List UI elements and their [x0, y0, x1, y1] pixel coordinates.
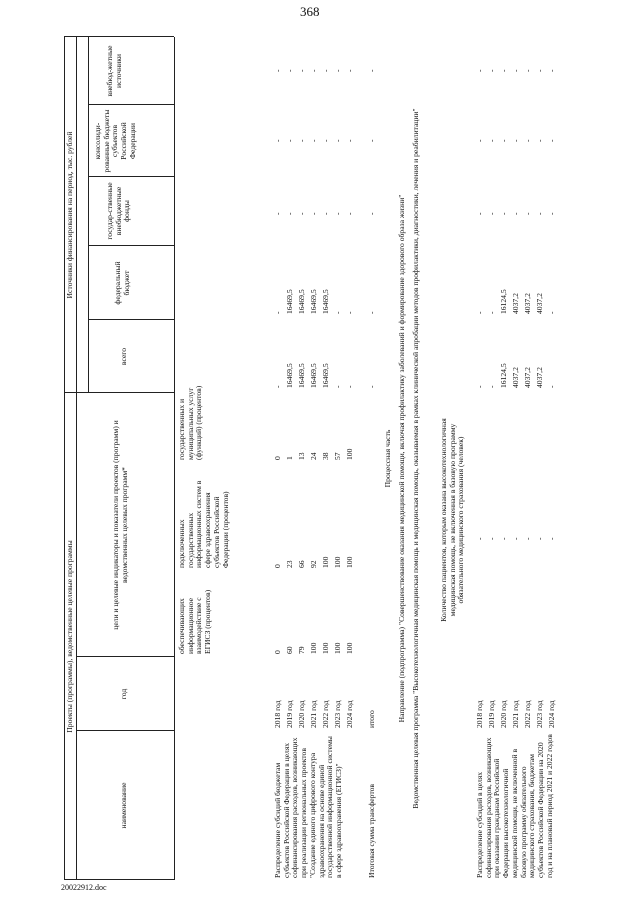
b2-extra: -: [547, 69, 556, 72]
section-title: Процессная часть: [383, 429, 392, 488]
indicator-2-label: подключенных государственных информационных систем в сфере здравоохранения субъектов Российской Федерации (процентов): [177, 480, 230, 568]
b1-ind1: 100: [321, 642, 330, 654]
b1-regional: -: [321, 139, 330, 142]
b2-extra: -: [475, 69, 484, 72]
document-footer: 20022912.doc: [61, 883, 107, 892]
totals-name: Итоговая сумма трансфертов: [367, 784, 376, 878]
b1-extra: -: [333, 69, 342, 72]
b1-year: 2023 год: [333, 700, 342, 728]
header-divider: [76, 37, 77, 880]
b1-regional: -: [333, 139, 342, 142]
col-border-8: [64, 36, 174, 37]
totals-total: -: [367, 385, 376, 388]
b2-state-funds: -: [511, 212, 520, 215]
b2-extra: -: [499, 69, 508, 72]
b2-regional: -: [475, 139, 484, 142]
b2-state-funds: -: [535, 212, 544, 215]
header-regional: консолиди-рованные бюджеты субъектов Российской Федерации: [93, 109, 137, 173]
b1-ind2: 100: [345, 556, 354, 568]
rotated-table-page: [62, 37, 572, 880]
b1-ind2: 23: [285, 560, 294, 568]
b1-state-funds: -: [309, 212, 318, 215]
b2-year: 2020 год: [499, 700, 508, 728]
b2-federal: 4037,2: [523, 293, 532, 314]
b1-extra: -: [297, 69, 306, 72]
b2-value: -: [535, 537, 544, 540]
col-border-4: [88, 319, 174, 320]
b2-year: 2021 год: [511, 700, 520, 728]
b2-value: -: [523, 537, 532, 540]
b1-federal: 16469,5: [297, 289, 306, 314]
col-border-0: [64, 879, 174, 880]
b2-total: 4037,2: [511, 367, 520, 388]
b1-ind2: 92: [309, 560, 318, 568]
b1-year: 2024 год: [345, 700, 354, 728]
b2-regional: -: [511, 139, 520, 142]
b1-ind1: 60: [285, 646, 294, 654]
b1-extra: -: [285, 69, 294, 72]
b2-total: 4037,2: [523, 367, 532, 388]
b2-state-funds: -: [499, 212, 508, 215]
b2-total: 4037,2: [535, 367, 544, 388]
b2-extra: -: [487, 69, 496, 72]
b1-state-funds: -: [285, 212, 294, 215]
col-border-3: [64, 392, 174, 393]
b2-state-funds: -: [523, 212, 532, 215]
b1-year: 2019 год: [285, 700, 294, 728]
b2-regional: -: [499, 139, 508, 142]
b1-regional: -: [345, 139, 354, 142]
b1-total: -: [273, 385, 282, 388]
header-funding: Источники финансирования на период, тыс. рублей: [65, 131, 74, 299]
b1-ind1: 0: [273, 650, 282, 654]
b1-extra: -: [273, 69, 282, 72]
b1-total: -: [345, 385, 354, 388]
b2-federal: 16124,5: [499, 289, 508, 314]
header-federal: федеральный бюджет: [113, 261, 131, 305]
b1-ind3: 1: [285, 456, 294, 460]
header-extra: внебюд-жетные источники: [105, 45, 123, 97]
b1-federal: 16469,5: [285, 289, 294, 314]
b2-extra: -: [535, 69, 544, 72]
b1-extra: -: [321, 69, 330, 72]
b2-value: -: [511, 537, 520, 540]
b1-state-funds: -: [345, 212, 354, 215]
header-name: наименование: [119, 782, 128, 829]
b2-state-funds: -: [547, 212, 556, 215]
b2-regional: -: [535, 139, 544, 142]
b1-total: -: [333, 385, 342, 388]
b2-year: 2019 год: [487, 700, 496, 728]
header-state-funds: государ-ственные внебюджетные фонды: [105, 182, 132, 240]
b1-state-funds: -: [321, 212, 330, 215]
b1-regional: -: [285, 139, 294, 142]
indicator-3-label: государственных и муниципальных услуг (функций) (процентов): [177, 385, 204, 460]
vcp-title: Ведомственная целевая программа "Высокотехнологичная медицинская помощь и медицинская помощь, оказываемая в рамках клинической апробации методов профилактики, диагностики, лечения и реабилитации": [411, 108, 420, 809]
b1-ind1: 100: [345, 642, 354, 654]
b2-total: 16124,5: [499, 363, 508, 388]
b1-extra: -: [345, 69, 354, 72]
col-border-6: [88, 176, 174, 177]
b2-extra: -: [511, 69, 520, 72]
block2-name: Распределение субсидий в целях софинансирования расходов, возникающих при оказании гражданам Российской Федерации высокотехнологичной медицинской помощи, не включенной в базовую программу обязательного медицинского страхования, бюджетам субъектов Российской Федерации на 2020 год и на плановый период 2021 и 2022 годов: [475, 734, 554, 878]
b1-federal: -: [345, 311, 354, 314]
col-border-5: [88, 245, 174, 246]
b2-federal: 4037,2: [535, 293, 544, 314]
b1-federal: 16469,5: [321, 289, 330, 314]
totals-regional: -: [367, 139, 376, 142]
b1-total: 16469,5: [285, 363, 294, 388]
b1-total: 16469,5: [321, 363, 330, 388]
b1-state-funds: -: [333, 212, 342, 215]
b1-federal: 16469,5: [309, 289, 318, 314]
b1-state-funds: -: [297, 212, 306, 215]
b2-value: -: [499, 537, 508, 540]
b1-year: 2022 год: [321, 700, 330, 728]
b1-ind3: 13: [297, 452, 306, 460]
b2-year: 2022 год: [523, 700, 532, 728]
b1-regional: -: [297, 139, 306, 142]
header-total: всего: [119, 347, 128, 366]
b2-year: 2018 год: [475, 700, 484, 728]
col-border-7: [88, 104, 174, 105]
b1-ind3: 100: [345, 448, 354, 460]
b2-federal: -: [487, 311, 496, 314]
indicator-2-title: Количество пациентов, которым оказана высокотехнологичная медицинская помощь, не включенная в базовую программу обязательного медицинского страхования (человек): [439, 418, 466, 622]
totals-federal: -: [367, 311, 376, 314]
b2-total: -: [487, 385, 496, 388]
b2-federal: -: [475, 311, 484, 314]
b2-regional: -: [547, 139, 556, 142]
b1-year: 2018 год: [273, 700, 282, 728]
totals-year: итого: [367, 710, 376, 728]
b2-state-funds: -: [487, 212, 496, 215]
b1-ind3: 24: [309, 452, 318, 460]
header-year: год: [119, 688, 128, 700]
b1-total: 16469,5: [297, 363, 306, 388]
b1-extra: -: [309, 69, 318, 72]
b2-regional: -: [487, 139, 496, 142]
direction-title: Направление (подпрограмма) "Совершенствование оказания медицинской помощи, включая профилактику заболеваний и формирование здорового образа жизни": [397, 194, 406, 723]
b1-ind3: 57: [333, 452, 342, 460]
b1-ind3: 38: [321, 452, 330, 460]
totals-state-funds: -: [367, 212, 376, 215]
b1-regional: -: [273, 139, 282, 142]
b1-ind2: 0: [273, 564, 282, 568]
b2-value: -: [487, 537, 496, 540]
b2-regional: -: [523, 139, 532, 142]
b2-state-funds: -: [475, 212, 484, 215]
page-number: 368: [300, 4, 320, 19]
b1-ind2: 100: [333, 556, 342, 568]
b2-extra: -: [523, 69, 532, 72]
b1-total: 16469,5: [309, 363, 318, 388]
b2-value: -: [475, 537, 484, 540]
totals-extra: -: [367, 69, 376, 72]
b1-federal: -: [333, 311, 342, 314]
b2-year: 2024 год: [547, 700, 556, 728]
b1-year: 2021 год: [309, 700, 318, 728]
b2-total: -: [547, 385, 556, 388]
b1-ind1: 100: [309, 642, 318, 654]
b1-ind1: 100: [333, 642, 342, 654]
header-bottom-border: [174, 37, 175, 880]
funding-divider: [88, 37, 89, 393]
b2-total: -: [475, 385, 484, 388]
b1-ind1: 79: [297, 646, 306, 654]
b2-value: -: [547, 537, 556, 540]
b1-ind3: 0: [273, 456, 282, 460]
block1-name: Распределение субсидий бюджетам субъектов Российской Федерации в целях софинансирования расходов, возникающих при реализации региональных проектов "Создание единого цифрового контура здравоохранения на основе единой государственной информационной системы в сфере здравоохранения (ЕГИСЗ)": [273, 736, 344, 878]
b1-regional: -: [309, 139, 318, 142]
b2-federal: 4037,2: [511, 293, 520, 314]
b1-ind2: 100: [321, 556, 330, 568]
b1-federal: -: [273, 311, 282, 314]
indicator-1-label: обеспечивающих информационное взаимодействие с ЕГИСЗ (процентов): [177, 589, 213, 654]
b1-ind2: 66: [297, 560, 306, 568]
header-projects: Проекты (программы), ведомственные целевые программы: [65, 540, 74, 733]
b1-state-funds: -: [273, 212, 282, 215]
b2-year: 2023 год: [535, 700, 544, 728]
b2-federal: -: [547, 311, 556, 314]
header-goals: цели и целевые индикаторы и показатели проектов (программ) и ведомственных целевых программ*: [111, 420, 129, 630]
b1-year: 2020 год: [297, 700, 306, 728]
